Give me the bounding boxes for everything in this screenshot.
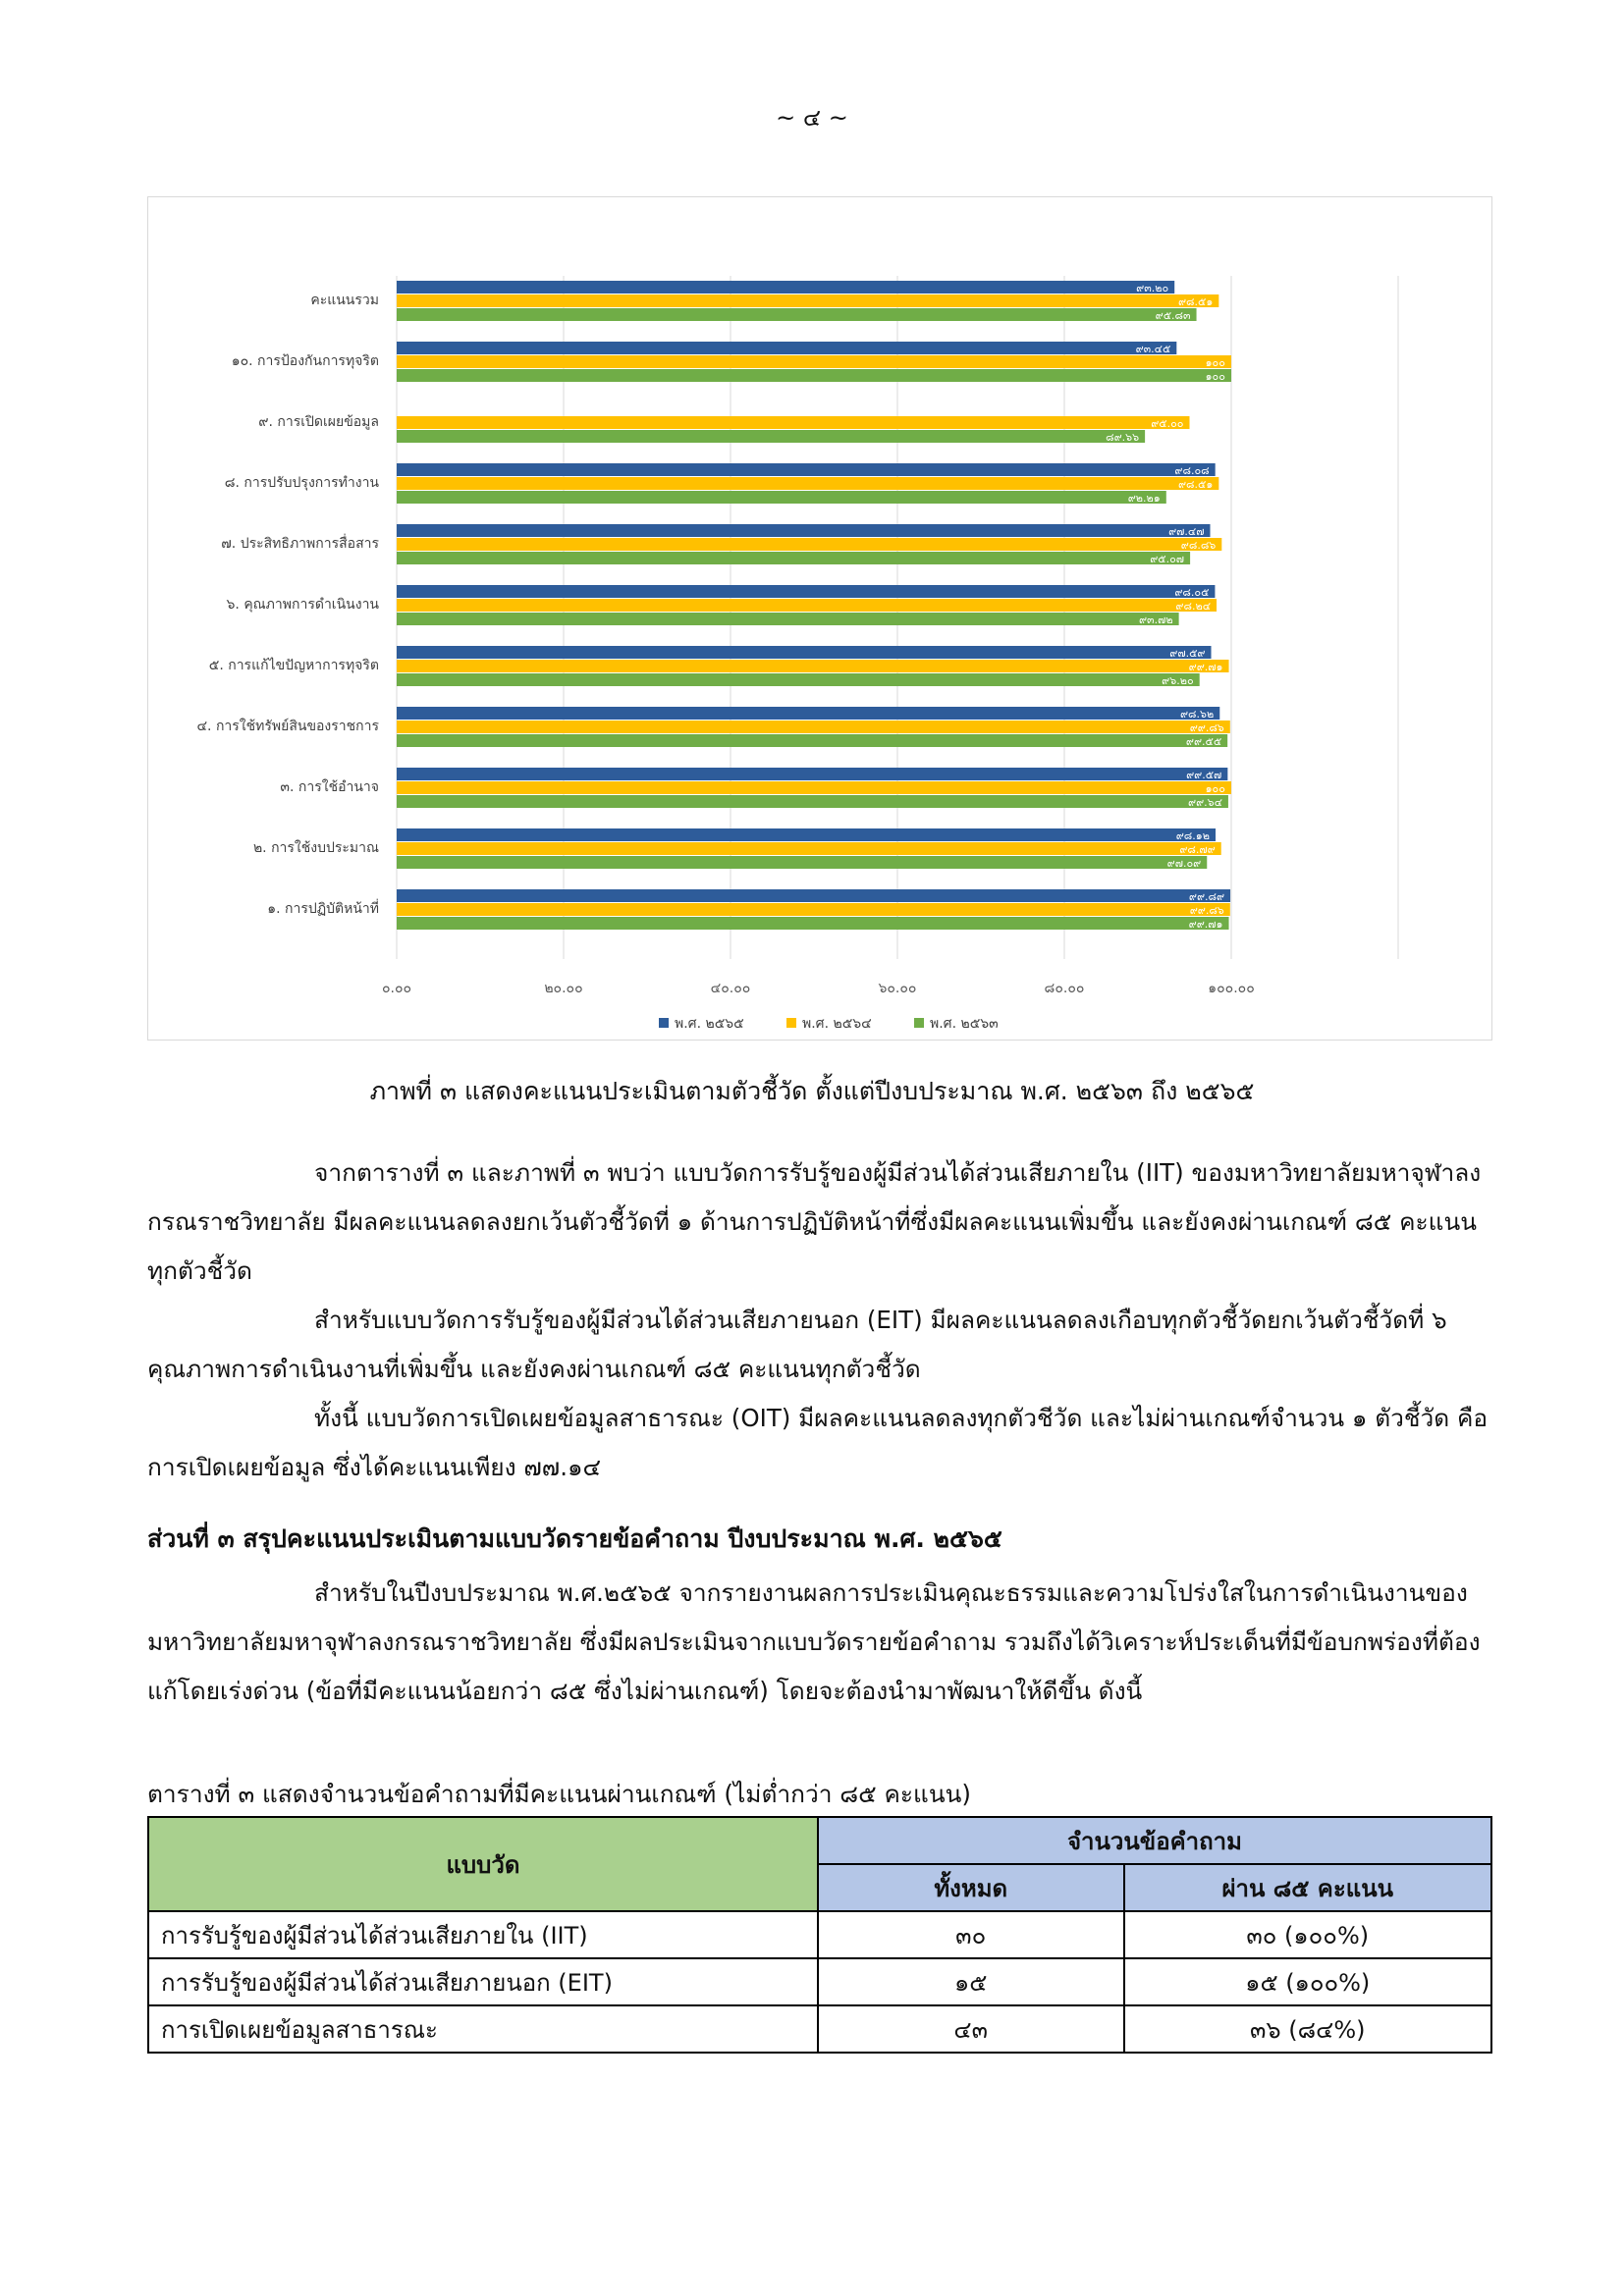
bar xyxy=(397,463,1216,476)
data-label: ๙๙.๘๖ xyxy=(1189,904,1224,917)
table-row xyxy=(148,1911,1491,1958)
bar xyxy=(397,673,1200,686)
data-label: ๙๘.๕๑ xyxy=(1177,478,1214,491)
bar xyxy=(397,355,1231,368)
legend-swatch xyxy=(659,1018,669,1028)
data-label: ๙๘.๐๕ xyxy=(1174,586,1210,599)
bar xyxy=(397,828,1216,841)
bar xyxy=(397,646,1212,659)
bar xyxy=(397,613,1179,625)
data-label: ๙๘.๕๑ xyxy=(1177,295,1214,308)
legend-label: พ.ศ. ๒๕๖๕ xyxy=(675,1016,744,1032)
table-row xyxy=(148,1958,1491,2005)
bar xyxy=(397,889,1230,902)
bar xyxy=(397,795,1228,808)
data-label: ๙๙.๘๙ xyxy=(1188,890,1225,903)
data-label: ๙๙.๕๕ xyxy=(1185,735,1222,748)
category-label: ๙. การเปิดเผยข้อมูล xyxy=(258,414,379,430)
category-label: ๑. การปฏิบัติหน้าที่ xyxy=(267,901,379,917)
data-label: ๑๐๐ xyxy=(1205,782,1225,795)
bar xyxy=(397,477,1218,490)
data-label: ๙๓.๗๒ xyxy=(1139,614,1173,626)
data-label: ๙๘.๑๒ xyxy=(1175,829,1211,842)
bar xyxy=(397,294,1218,307)
data-label: ๙๘.๐๘ xyxy=(1174,464,1210,477)
category-label: ๖. คุณภาพการดำเนินงาน xyxy=(226,597,379,613)
summary-table xyxy=(147,1816,1492,2054)
table-header-row xyxy=(148,1817,1491,1864)
bar xyxy=(397,342,1176,354)
data-label: ๙๘.๒๔ xyxy=(1175,600,1212,613)
x-tick-label: ๔๐.๐๐ xyxy=(710,981,751,996)
page-number: ~ ๔ ~ xyxy=(776,104,848,132)
data-label: ๙๓.๒๐ xyxy=(1136,282,1169,294)
bar xyxy=(397,281,1174,294)
bar xyxy=(397,416,1190,429)
bar xyxy=(397,369,1231,382)
cell-total: ๔๓ xyxy=(818,2005,1124,2053)
bar xyxy=(397,721,1230,733)
x-tick-label: ๒๐.๐๐ xyxy=(544,981,583,996)
bar xyxy=(397,917,1229,930)
bar xyxy=(397,903,1230,916)
legend-swatch xyxy=(914,1018,924,1028)
chart-frame xyxy=(147,196,1492,1041)
bar-chart xyxy=(148,197,1491,1040)
cell-pass: ๓๐ (๑๐๐%) xyxy=(1124,1911,1492,1958)
data-label: ๙๙.๖๔ xyxy=(1188,796,1222,809)
data-label: ๙๘.๖๒ xyxy=(1179,708,1215,721)
data-label: ๙๘.๘๖ xyxy=(1180,539,1217,552)
data-label: ๙๖.๒๐ xyxy=(1162,674,1194,687)
data-label: ๙๙.๗๑ xyxy=(1188,661,1223,673)
x-tick-label: ๐.๐๐ xyxy=(381,981,412,996)
category-label: ๔. การใช้ทรัพย์สินของราชการ xyxy=(196,719,379,734)
category-label: ๕. การแก้ไขปัญหาการทุจริต xyxy=(208,658,379,673)
data-label: ๙๗.๔๗ xyxy=(1168,525,1205,538)
bar xyxy=(397,491,1166,504)
data-label: ๙๙.๕๗ xyxy=(1186,769,1222,781)
data-label: ๙๒.๒๑ xyxy=(1127,492,1161,505)
paragraph-iit xyxy=(147,1148,1492,1296)
legend-label: พ.ศ. ๒๕๖๔ xyxy=(802,1016,872,1032)
bar xyxy=(397,308,1197,321)
category-label: ๑๐. การป้องกันการทุจริต xyxy=(231,353,379,369)
cell-measure: การรับรู้ของผู้มีส่วนได้ส่วนเสียภายใน (IIT) xyxy=(148,1911,818,1958)
category-label: ๗. ประสิทธิภาพการสื่อสาร xyxy=(221,536,379,552)
data-label: ๙๙.๘๖ xyxy=(1189,721,1224,734)
data-label: ๙๙.๗๑ xyxy=(1188,918,1223,931)
category-label: ๓. การใช้อำนาจ xyxy=(280,779,379,795)
data-label: ๙๕.๐๗ xyxy=(1150,553,1185,565)
header-measure: แบบวัด xyxy=(148,1817,818,1911)
header-question-count: จำนวนข้อคำถาม xyxy=(818,1817,1491,1864)
legend-swatch xyxy=(786,1018,796,1028)
paragraph-section3 xyxy=(147,1569,1492,1716)
data-label: ๙๕.๘๓ xyxy=(1155,309,1191,322)
bar xyxy=(397,856,1207,869)
bar xyxy=(397,599,1217,612)
data-label: ๙๗.๕๙ xyxy=(1169,647,1206,660)
cell-total: ๓๐ xyxy=(818,1911,1124,1958)
paragraph-eit xyxy=(147,1296,1492,1394)
data-label: ๑๐๐ xyxy=(1205,356,1225,369)
bar xyxy=(397,430,1145,443)
cell-measure: การรับรู้ของผู้มีส่วนได้ส่วนเสียภายนอก (EIT) xyxy=(148,1958,818,2005)
table-row xyxy=(148,2005,1491,2053)
data-label: ๑๐๐ xyxy=(1205,370,1225,383)
category-label: ๒. การใช้งบประมาณ xyxy=(252,840,379,856)
paragraph-oit xyxy=(147,1394,1492,1492)
paragraph-oit-text: ทั้งนี้ แบบวัดการเปิดเผยข้อมูลสาธารณะ (OIT) มีผลคะแนนลดลงทุกตัวชีวัด และไม่ผ่านเกณฑ์จำนวน ๑ ตัวชี้วัด คือ การเปิดเผยข้อมูล ซึ่งได้คะแนนเพียง ๗๗.๑๔ xyxy=(147,1404,1489,1481)
cell-total: ๑๕ xyxy=(818,1958,1124,2005)
x-tick-label: ๑๐๐.๐๐ xyxy=(1208,981,1255,996)
x-tick-label: ๖๐.๐๐ xyxy=(878,981,917,996)
data-label: ๘๙.๖๖ xyxy=(1106,431,1140,444)
paragraph-iit-text: จากตารางที่ ๓ และภาพที่ ๓ พบว่า แบบวัดการรับรู้ของผู้มีส่วนได้ส่วนเสียภายใน (IIT) ของมหาวิทยาลัยมหาจุฬาลงกรณราชวิทยาลัย มีผลคะแนนลดลงยกเว้นตัวชี้วัดที่ ๑ ด้านการปฏิบัติหน้าที่ซึ่งมีผลคะแนนเพิ่มขึ้น และยังคงผ่านเกณฑ์ ๘๕ คะแนนทุกตัวชี้วัด xyxy=(147,1158,1482,1285)
bar xyxy=(397,585,1215,598)
header-total: ทั้งหมด xyxy=(818,1864,1124,1911)
bar xyxy=(397,707,1219,720)
header-pass: ผ่าน ๘๕ คะแนน xyxy=(1124,1864,1492,1911)
category-label: ๘. การปรับปรุงการทำงาน xyxy=(224,475,379,491)
bar xyxy=(397,768,1227,780)
table-title: ตารางที่ ๓ แสดงจำนวนข้อคำถามที่มีคะแนนผ่านเกณฑ์ (ไม่ต่ำกว่า ๘๕ คะแนน) xyxy=(147,1780,971,1808)
section-heading: ส่วนที่ ๓ สรุปคะแนนประเมินตามแบบวัดรายข้อคำถาม ปีงบประมาณ พ.ศ. ๒๕๖๕ xyxy=(147,1524,1002,1553)
figure-caption: ภาพที่ ๓ แสดงคะแนนประเมินตามตัวชี้วัด ตั้งแต่ปีงบประมาณ พ.ศ. ๒๕๖๓ ถึง ๒๕๖๕ xyxy=(369,1077,1255,1105)
category-label: คะแนนรวม xyxy=(310,293,379,308)
bar xyxy=(397,781,1231,794)
data-label: ๙๕.๐๐ xyxy=(1151,417,1184,430)
x-tick-label: ๘๐.๐๐ xyxy=(1044,981,1085,996)
bar xyxy=(397,524,1210,537)
cell-measure: การเปิดเผยข้อมูลสาธารณะ xyxy=(148,2005,818,2053)
bar xyxy=(397,842,1221,855)
bar xyxy=(397,660,1229,672)
cell-pass: ๓๖ (๘๔%) xyxy=(1124,2005,1492,2053)
bar xyxy=(397,734,1227,747)
cell-pass: ๑๕ (๑๐๐%) xyxy=(1124,1958,1492,2005)
bar xyxy=(397,538,1221,551)
data-label: ๙๗.๐๙ xyxy=(1166,857,1202,870)
data-label: ๙๓.๔๕ xyxy=(1135,343,1171,355)
legend-label: พ.ศ. ๒๕๖๓ xyxy=(930,1016,999,1032)
paragraph-eit-text: สำหรับแบบวัดการรับรู้ของผู้มีส่วนได้ส่วนเสียภายนอก (EIT) มีผลคะแนนลดลงเกือบทุกตัวชี้วัดยกเว้นตัวชี้วัดที่ ๖ คุณภาพการดำเนินงานที่เพิ่มขึ้น และยังคงผ่านเกณฑ์ ๘๕ คะแนนทุกตัวชี้วัด xyxy=(147,1306,1447,1383)
bar xyxy=(397,552,1190,564)
data-label: ๙๘.๗๙ xyxy=(1179,843,1216,856)
paragraph-section3-text: สำหรับในปีงบประมาณ พ.ศ.๒๕๖๕ จากรายงานผลการประเมินคุณะธรรมและความโปร่งใสในการดำเนินงานของมหาวิทยาลัยมหาจุฬาลงกรณราชวิทยาลัย ซึ่งมีผลประเมินจากแบบวัดรายข้อคำถาม รวมถึงได้วิเคราะห์ประเด็นที่มีข้อบกพร่องที่ต้องแก้โดยเร่งด่วน (ข้อที่มีคะแนนน้อยกว่า ๘๕ ซึ่งไม่ผ่านเกณฑ์) โดยจะต้องนำมาพัฒนาให้ดีขึ้น ดังนี้ xyxy=(147,1578,1481,1705)
